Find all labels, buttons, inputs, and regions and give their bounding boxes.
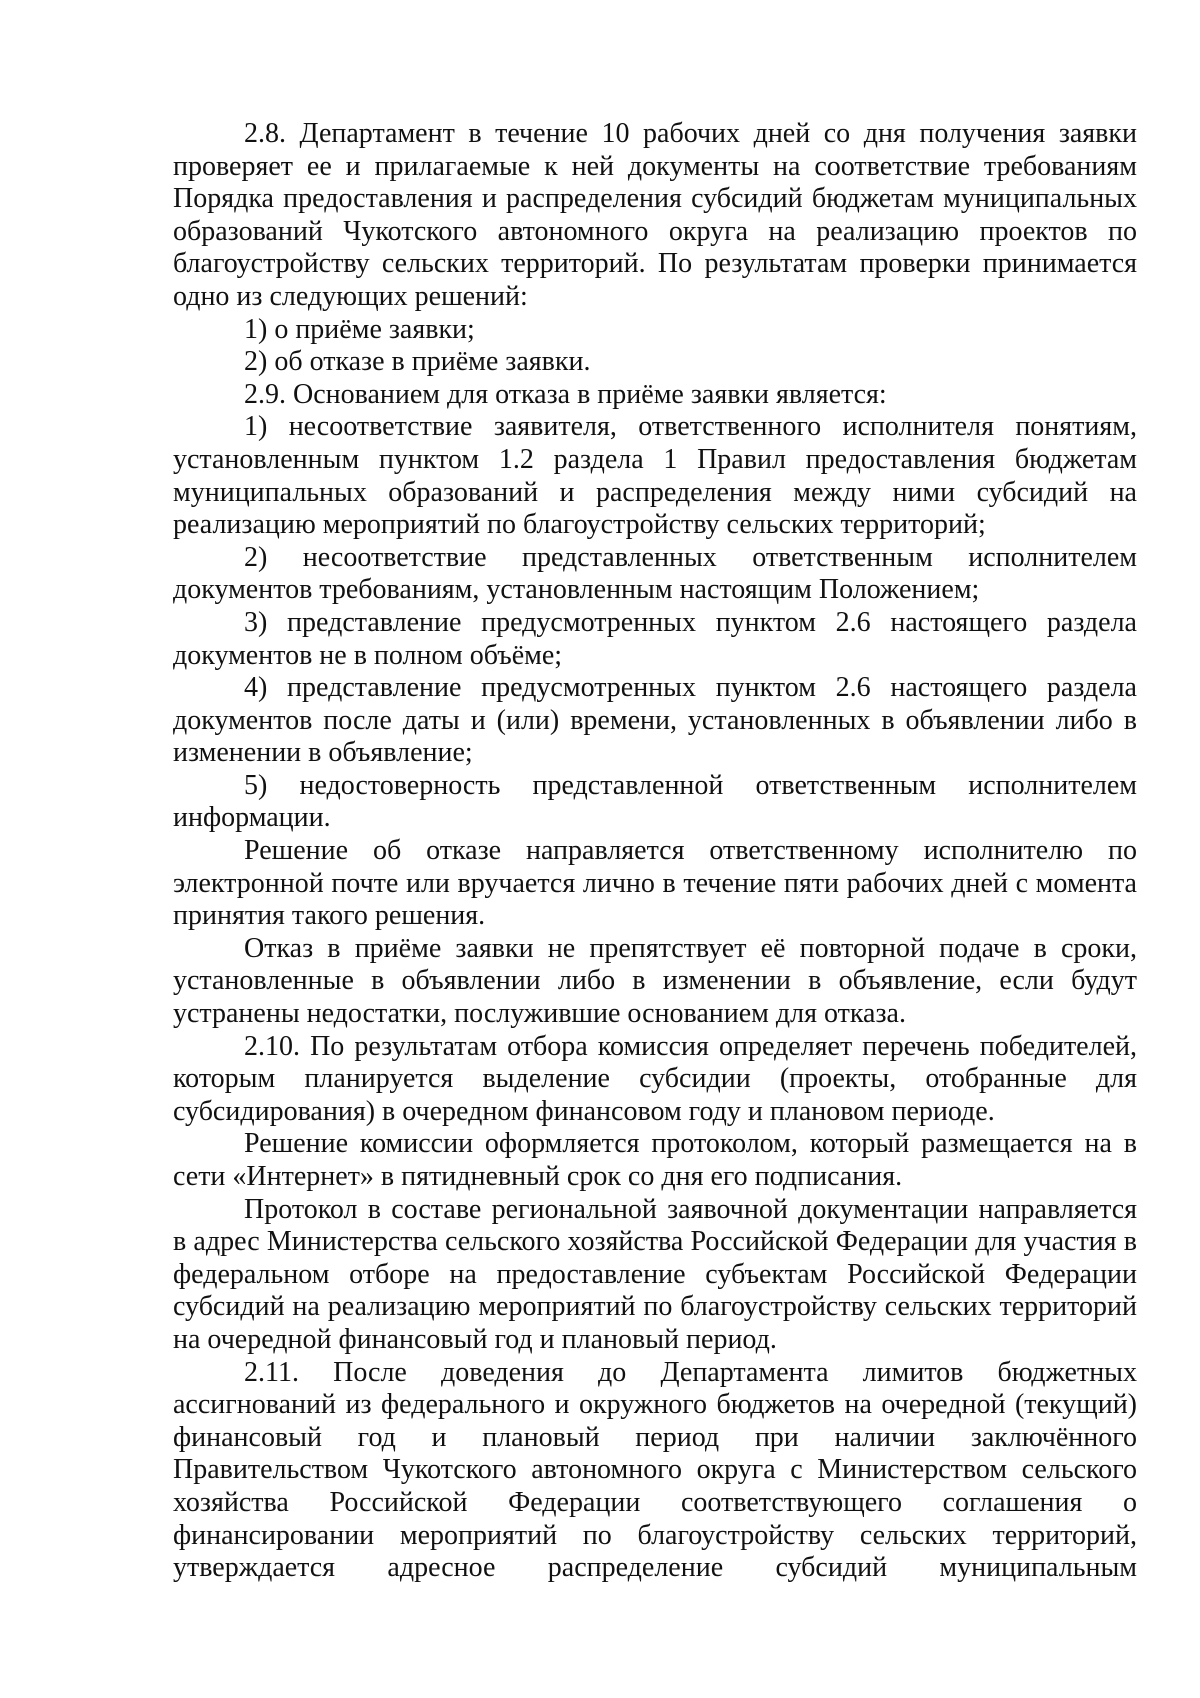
ground-item-2: 2) несоответствие представленных ответственным исполнителем документов требованиям, установленным настоящим Положением; xyxy=(173,541,1137,606)
paragraph-refusal-notice: Решение об отказе направляется ответственному исполнителю по электронной почте или вручается лично в течение пяти рабочих дней с момента принятия такого решения. xyxy=(173,835,1137,932)
list-item-refuse: 2) об отказе в приёме заявки. xyxy=(244,346,591,378)
ground-item-3: 3) представление предусмотренных пунктом 2.6 настоящего раздела документов не в полном объёме; xyxy=(173,606,1137,671)
paragraph-commission-decision: Решение комиссии оформляется протоколом, который размещается на в сети «Интернет» в пятидневный срок со дня его подписания. xyxy=(173,1128,1137,1192)
list-item-accept: 1) о приёме заявки; xyxy=(244,313,475,345)
paragraph-resubmission: Отказ в приёме заявки не препятствует её повторной подаче в сроки, установленные в объявлении либо в изменении в объявление, если будут устранены недостатки, послужившие основанием для отказа. xyxy=(173,932,1137,1030)
ground-item-1: 1) несоответствие заявителя, ответственного исполнителя понятиям, установленным пунктом 1.2 раздела 1 Правил предоставления бюджетам муниципальных образований и распределения между ними субсидий на реализацию мероприятий по благоустройству сельских территорий; xyxy=(173,411,1137,541)
paragraph-2-11: 2.11. После доведения до Департамента лимитов бюджетных ассигнований из федерального и окружного бюджетов на очередной (текущий) финансовый год и плановый период при наличии заключённого Правительством Чукотского автономного округа с Министерством сельского хозяйства Российской Федерации соответствующего соглашения о финансировании мероприятий по благоустройству сельских территорий, утверждается адресное распределение субсидий муниципальным xyxy=(173,1356,1137,1584)
paragraph-2-9: 2.9. Основанием для отказа в приёме заявки является: xyxy=(244,378,887,410)
document-page xyxy=(173,118,1137,1585)
paragraph-2-8: 2.8. Департамент в течение 10 рабочих дней со дня получения заявки проверяет ее и прилагаемые к ней документы на соответствие требованиям Порядка предоставления и распределения субсидий бюджетам муниципальных образований Чукотского автономного округа на реализацию проектов по благоустройству сельских территорий. По результатам проверки принимается одно из следующих решений: xyxy=(173,118,1137,312)
ground-item-4: 4) представление предусмотренных пунктом 2.6 настоящего раздела документов после даты и (или) времени, установленных в объявлении либо в изменении в объявление; xyxy=(173,672,1137,769)
paragraph-2-10: 2.10. По результатам отбора комиссия определяет перечень победителей, которым планируется выделение субсидии (проекты, отобранные для субсидирования) в очередном финансовом году и плановом периоде. xyxy=(173,1030,1137,1127)
ground-item-5: 5) недостоверность представленной ответственным исполнителем информации. xyxy=(173,769,1137,834)
paragraph-protocol: Протокол в составе региональной заявочной документации направляется в адрес Министерства сельского хозяйства Российской Федерации для участия в федеральном отборе на предоставление субъектам Российской Федерации субсидий на реализацию мероприятий по благоустройству сельских территорий на очередной финансовый год и плановый период. xyxy=(173,1193,1137,1355)
